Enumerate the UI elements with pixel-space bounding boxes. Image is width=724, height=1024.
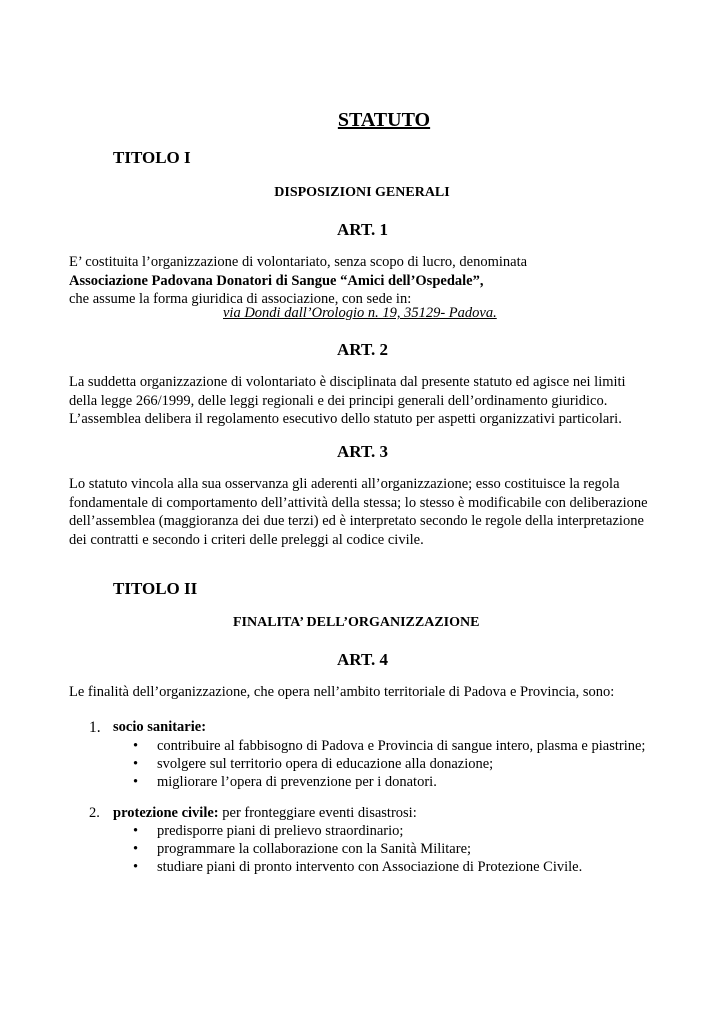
- bullet-icon: •: [133, 841, 139, 857]
- art-3-line: dell’assemblea (maggioranza dei due terzi) ed è interpretato secondo le regole della interpretazione: [69, 513, 644, 530]
- art-2-title: ART. 2: [337, 340, 389, 359]
- art-1-text: [69, 253, 527, 309]
- art-2-text: [69, 373, 626, 429]
- bullet-icon: •: [133, 738, 139, 754]
- art-2-line: La suddetta organizzazione di volontariato è disciplinata dal presente statuto ed agisce nei limiti: [69, 374, 626, 390]
- art-4-title: ART. 4: [337, 650, 389, 669]
- document-title: STATUTO: [337, 109, 431, 131]
- bullet-icon: •: [133, 774, 139, 790]
- bullet-icon: •: [133, 823, 139, 839]
- art-3-title: ART. 3: [337, 442, 389, 461]
- art-3-line: Lo statuto vincola alla sua osservanza gli aderenti all’organizzazione; esso costituisce la regola: [69, 476, 620, 492]
- list-item-label: protezione civile:: [113, 805, 219, 821]
- titolo-1-heading: TITOLO I: [113, 148, 191, 167]
- art-1-title: ART. 1: [337, 220, 389, 239]
- art-1-line-1: E’ costituita l’organizzazione di volontariato, senza scopo di lucro, denominata: [69, 254, 528, 270]
- bullet-icon: •: [133, 756, 139, 772]
- list-number: 2.: [89, 805, 100, 821]
- list-item-text: [113, 805, 417, 822]
- art-4-intro: Le finalità dell’organizzazione, che opera nell’ambito territoriale di Padova e Provincia, sono:: [69, 684, 615, 700]
- list-item-rest: per fronteggiare eventi disastrosi:: [218, 805, 417, 821]
- art-3-line: dei contratti e secondo i criteri delle preleggi al codice civile.: [69, 531, 424, 548]
- association-name: Associazione Padovana Donatori di Sangue “Amici dell’Ospedale”,: [69, 272, 484, 289]
- list-item-label: socio sanitarie:: [113, 719, 207, 735]
- list-number: 1.: [89, 719, 101, 736]
- bullet-icon: •: [133, 859, 139, 875]
- art-3-text: [69, 475, 648, 549]
- art-2-line: L’assemblea delibera il regolamento esecutivo dello statuto per aspetti organizzativi particolari.: [69, 411, 622, 428]
- art-3-line: fondamentale di comportamento dell’attività della stessa; lo stesso è modificabile con deliberazione: [69, 494, 648, 511]
- titolo-2-heading: TITOLO II: [113, 579, 198, 598]
- art-1-line-3: che assume la forma giuridica di associazione, con sede in:: [69, 291, 412, 308]
- titolo-1-subheading: DISPOSIZIONI GENERALI: [274, 185, 450, 200]
- titolo-2-subheading: FINALITA’ DELL’ORGANIZZAZIONE: [233, 615, 480, 630]
- headquarters-address: via Dondi dall’Orologio n. 19, 35129- Padova.: [223, 305, 497, 321]
- art-2-line: della legge 266/1999, delle leggi regionali e dei principi generali dell’ordinamento giuridico.: [69, 392, 608, 409]
